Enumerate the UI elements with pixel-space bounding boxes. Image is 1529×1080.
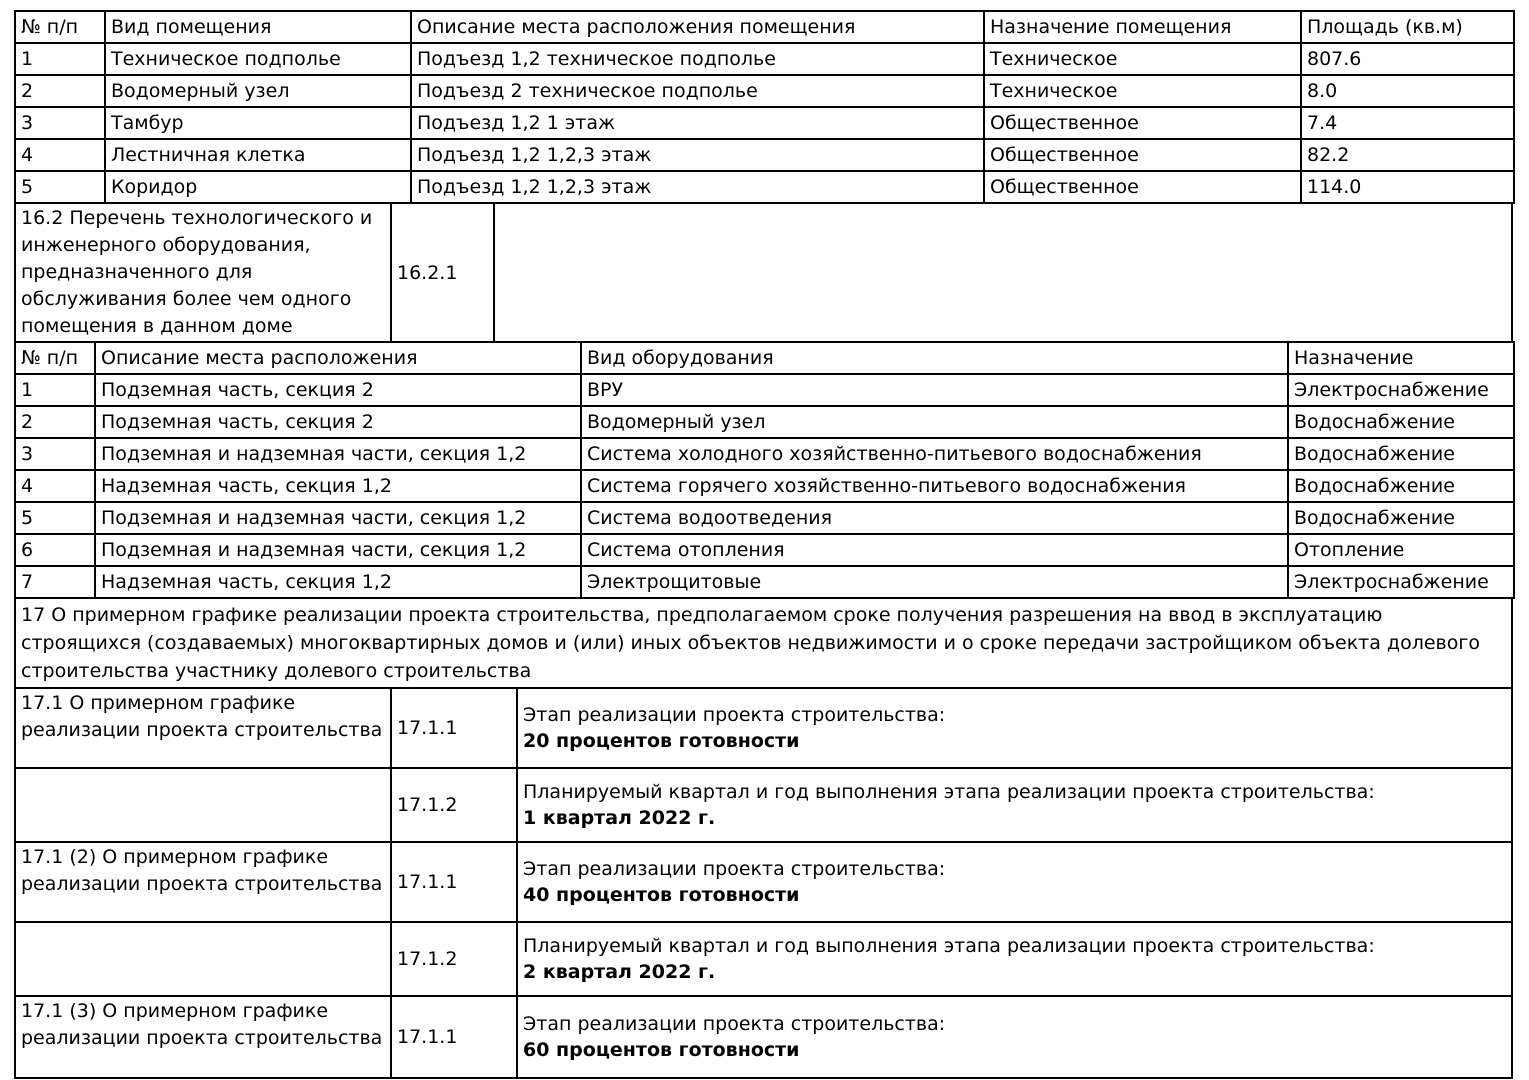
item-text: Планируемый квартал и год выполнения этапа реализации проекта строительства: bbox=[523, 781, 1375, 803]
table-row bbox=[15, 107, 1514, 139]
table-cell: 5 bbox=[15, 502, 95, 534]
section-17-heading: 17 О примерном графике реализации проекта строительства, предполагаемом сроке получения разрешения на ввод в эксплуатацию строящихся (создаваемых) многоквартирных домов и (или) иных объектов недвижимости и о сроке передачи застройщиком объекта долевого строительства участнику долевого строительства bbox=[14, 597, 1513, 689]
column-header-location: Описание места расположения bbox=[95, 342, 581, 374]
table-cell: 5 bbox=[15, 171, 105, 203]
section-17-1-3-label: 17.1 (3) О примерном графике реализации проекта строительства bbox=[15, 996, 391, 1078]
item-text: Этап реализации проекта строительства: bbox=[523, 1013, 946, 1035]
table-row bbox=[15, 406, 1514, 438]
table-row bbox=[15, 139, 1514, 171]
column-header-equipment-type: Вид оборудования bbox=[581, 342, 1288, 374]
table-cell: Подъезд 1,2 техническое подполье bbox=[411, 43, 984, 75]
column-header-location: Описание места расположения помещения bbox=[411, 11, 984, 43]
table-cell: 114.0 bbox=[1301, 171, 1514, 203]
table-row bbox=[15, 534, 1514, 566]
table-cell: Водомерный узел bbox=[105, 75, 411, 107]
premises-table bbox=[14, 10, 1515, 204]
table-cell: Подземная и надземная части, секция 1,2 bbox=[95, 502, 581, 534]
table-row bbox=[15, 996, 1512, 1078]
table-cell: Подъезд 1,2 1,2,3 этаж bbox=[411, 139, 984, 171]
table-row bbox=[15, 75, 1514, 107]
column-header-purpose: Назначение помещения bbox=[984, 11, 1301, 43]
table-cell: Электрощитовые bbox=[581, 566, 1288, 598]
item-text: Планируемый квартал и год выполнения этапа реализации проекта строительства: bbox=[523, 935, 1375, 957]
schedule-table bbox=[14, 687, 1513, 1079]
table-cell: 6 bbox=[15, 534, 95, 566]
item-value: 1 квартал 2022 г. bbox=[523, 807, 716, 829]
column-header-area: Площадь (кв.м) bbox=[1301, 11, 1514, 43]
table-cell: Общественное bbox=[984, 139, 1301, 171]
table-cell: Техническое подполье bbox=[105, 43, 411, 75]
table-cell: Надземная часть, секция 1,2 bbox=[95, 566, 581, 598]
item-value: 2 квартал 2022 г. bbox=[523, 961, 716, 983]
table-cell: Подъезд 2 техническое подполье bbox=[411, 75, 984, 107]
table-cell: Система горячего хозяйственно-питьевого водоснабжения bbox=[581, 470, 1288, 502]
table-row bbox=[15, 374, 1514, 406]
table-cell: 1 bbox=[15, 374, 95, 406]
section-16-2-value bbox=[494, 203, 1512, 342]
table-cell: Водомерный узел bbox=[581, 406, 1288, 438]
section-16-2-code: 16.2.1 bbox=[391, 203, 494, 342]
item-code: 17.1.1 bbox=[391, 688, 517, 768]
table-cell: Техническое bbox=[984, 75, 1301, 107]
item-code: 17.1.1 bbox=[391, 842, 517, 922]
table-cell: Система отопления bbox=[581, 534, 1288, 566]
table-cell: 2 bbox=[15, 406, 95, 438]
empty-cell bbox=[15, 768, 391, 842]
item-content bbox=[517, 996, 1512, 1078]
table-cell: Система холодного хозяйственно-питьевого водоснабжения bbox=[581, 438, 1288, 470]
item-code: 17.1.2 bbox=[391, 768, 517, 842]
table-cell: ВРУ bbox=[581, 374, 1288, 406]
table-cell: Лестничная клетка bbox=[105, 139, 411, 171]
table-cell: Подземная часть, секция 2 bbox=[95, 406, 581, 438]
table-cell: Подземная и надземная части, секция 1,2 bbox=[95, 534, 581, 566]
table-row bbox=[15, 842, 1512, 922]
empty-cell bbox=[15, 922, 391, 996]
section-16-2-label: 16.2 Перечень технологического и инженерного оборудования, предназначенного для обслуживания более чем одного помещения в данном доме bbox=[15, 203, 391, 342]
table-cell: Водоснабжение bbox=[1288, 502, 1514, 534]
table-row bbox=[15, 566, 1514, 598]
table-cell: 8.0 bbox=[1301, 75, 1514, 107]
column-header-premise-type: Вид помещения bbox=[105, 11, 411, 43]
table-cell: Электроснабжение bbox=[1288, 374, 1514, 406]
item-content bbox=[517, 842, 1512, 922]
table-cell: 7.4 bbox=[1301, 107, 1514, 139]
item-content bbox=[517, 922, 1512, 996]
table-cell: Подземная и надземная части, секция 1,2 bbox=[95, 438, 581, 470]
item-content bbox=[517, 688, 1512, 768]
table-cell: Подземная часть, секция 2 bbox=[95, 374, 581, 406]
item-content bbox=[517, 768, 1512, 842]
table-cell: 3 bbox=[15, 107, 105, 139]
item-value: 60 процентов готовности bbox=[523, 1039, 800, 1061]
table-cell: 4 bbox=[15, 470, 95, 502]
column-header-purpose: Назначение bbox=[1288, 342, 1514, 374]
item-text: Этап реализации проекта строительства: bbox=[523, 858, 946, 880]
table-row bbox=[15, 43, 1514, 75]
section-17-1-label: 17.1 О примерном графике реализации проекта строительства bbox=[15, 688, 391, 768]
table-row bbox=[15, 768, 1512, 842]
table-cell: 4 bbox=[15, 139, 105, 171]
column-header-number: № п/п bbox=[15, 342, 95, 374]
table-cell: 1 bbox=[15, 43, 105, 75]
table-row bbox=[15, 688, 1512, 768]
table-row bbox=[15, 171, 1514, 203]
table-cell: Подъезд 1,2 1,2,3 этаж bbox=[411, 171, 984, 203]
table-row bbox=[15, 203, 1512, 342]
table-row bbox=[15, 438, 1514, 470]
table-cell: Водоснабжение bbox=[1288, 406, 1514, 438]
table-cell: Техническое bbox=[984, 43, 1301, 75]
table-header-row bbox=[15, 342, 1514, 374]
table-header-row bbox=[15, 11, 1514, 43]
table-cell: Общественное bbox=[984, 171, 1301, 203]
table-cell: Электроснабжение bbox=[1288, 566, 1514, 598]
table-cell: 3 bbox=[15, 438, 95, 470]
section-16-2-row bbox=[14, 202, 1513, 343]
table-cell: Надземная часть, секция 1,2 bbox=[95, 470, 581, 502]
table-cell: 82.2 bbox=[1301, 139, 1514, 171]
table-row bbox=[15, 922, 1512, 996]
table-row bbox=[15, 470, 1514, 502]
table-cell: Подъезд 1,2 1 этаж bbox=[411, 107, 984, 139]
item-value: 20 процентов готовности bbox=[523, 730, 800, 752]
item-text: Этап реализации проекта строительства: bbox=[523, 704, 946, 726]
item-code: 17.1.2 bbox=[391, 922, 517, 996]
equipment-table bbox=[14, 341, 1515, 599]
table-cell: Тамбур bbox=[105, 107, 411, 139]
table-cell: Водоснабжение bbox=[1288, 438, 1514, 470]
table-cell: Водоснабжение bbox=[1288, 470, 1514, 502]
table-row bbox=[15, 502, 1514, 534]
item-code: 17.1.1 bbox=[391, 996, 517, 1078]
table-cell: Коридор bbox=[105, 171, 411, 203]
table-cell: Система водоотведения bbox=[581, 502, 1288, 534]
table-cell: 7 bbox=[15, 566, 95, 598]
column-header-number: № п/п bbox=[15, 11, 105, 43]
section-17-1-2-label: 17.1 (2) О примерном графике реализации проекта строительства bbox=[15, 842, 391, 922]
table-cell: Общественное bbox=[984, 107, 1301, 139]
table-cell: 2 bbox=[15, 75, 105, 107]
table-cell: Отопление bbox=[1288, 534, 1514, 566]
item-value: 40 процентов готовности bbox=[523, 884, 800, 906]
table-cell: 807.6 bbox=[1301, 43, 1514, 75]
